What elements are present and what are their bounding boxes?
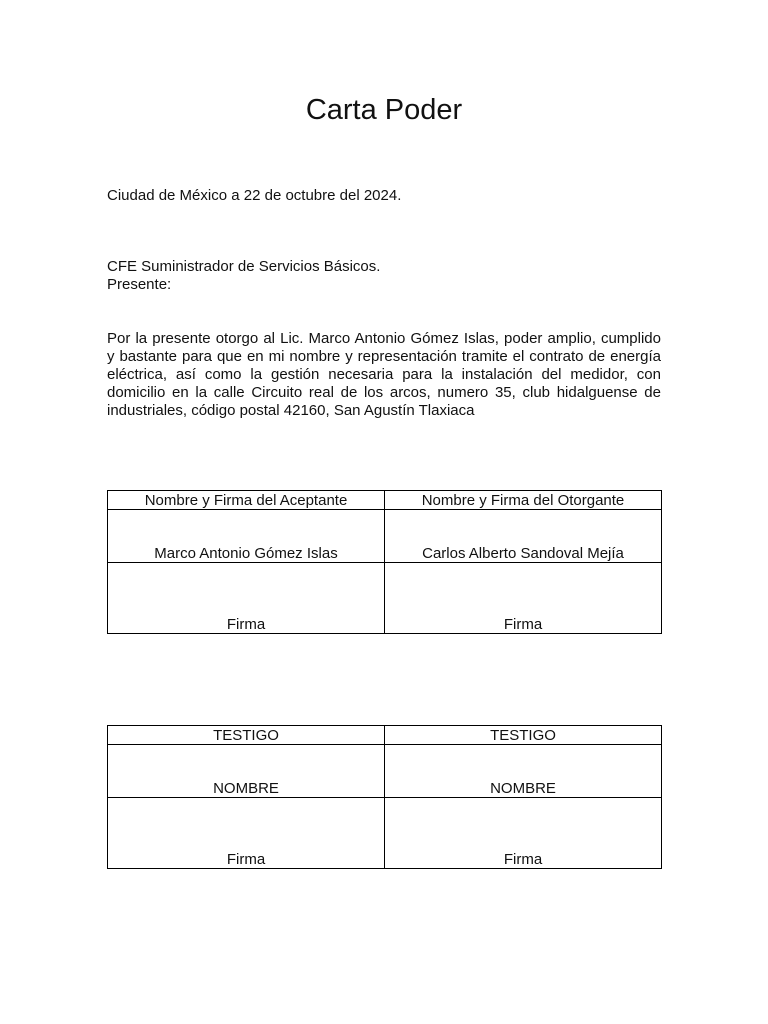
header-testigo-2: TESTIGO [385,726,662,745]
name-otorgante: Carlos Alberto Sandoval Mejía [385,510,662,563]
header-testigo-1: TESTIGO [108,726,385,745]
name-testigo-1: NOMBRE [108,745,385,798]
table-row [108,726,662,745]
firma-otorgante: Firma [385,563,662,634]
table-row [108,798,662,869]
table-row [108,745,662,798]
recipient-line: CFE Suministrador de Servicios Básicos. [107,258,381,275]
witness-table [107,725,662,869]
table-row [108,510,662,563]
table-row [108,491,662,510]
greeting-line: Presente: [107,276,172,293]
firma-aceptante: Firma [108,563,385,634]
firma-testigo-2: Firma [385,798,662,869]
document-title: Carta Poder [305,94,463,126]
name-aceptante: Marco Antonio Gómez Islas [108,510,385,563]
body-paragraph: Por la presente otorgo al Lic. Marco Antonio Gómez Islas, poder amplio, cumplido y bastante para que en mi nombre y representación tramite el contrato de energía eléctrica, así como la gestión necesaria para la instalación del medidor, con domicilio en la calle Circuito real de los arcos, numero 35, club hidalguense de industriales, código postal 42160, San Agustín Tlaxiaca [107,330,661,419]
signature-table [107,490,662,634]
header-aceptante: Nombre y Firma del Aceptante [108,491,385,510]
name-testigo-2: NOMBRE [385,745,662,798]
firma-testigo-1: Firma [108,798,385,869]
table-row [108,563,662,634]
header-otorgante: Nombre y Firma del Otorgante [385,491,662,510]
date-line: Ciudad de México a 22 de octubre del 2024. [107,187,402,204]
